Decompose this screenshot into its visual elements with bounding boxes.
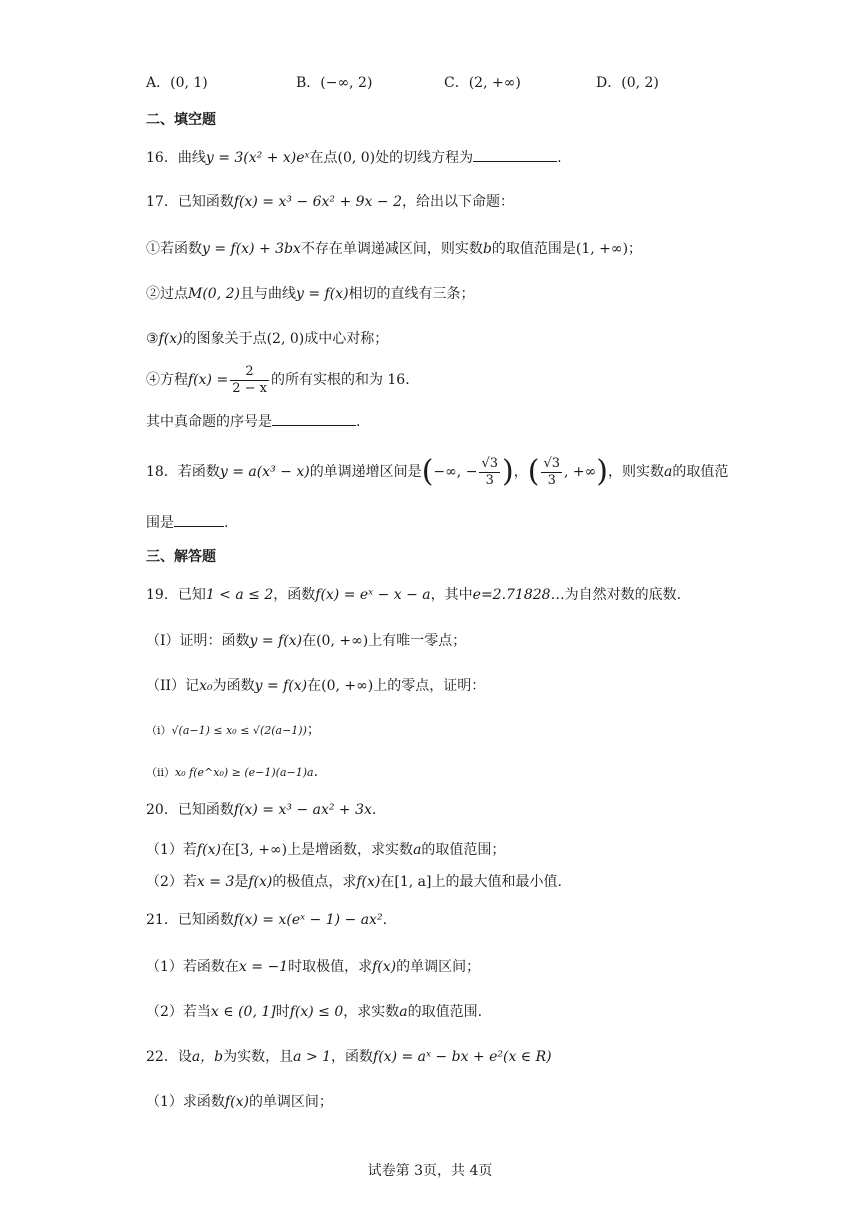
question-18-line-2: 围是 . (146, 512, 228, 533)
question-22-part-1: （1）求函数f(x)的单调区间； (146, 1094, 333, 1110)
question-19-part-1: （I）证明：函数y = f(x)在(0, +∞)上有唯一零点； (146, 633, 467, 649)
question-17-proposition-2: ②过点M(0, 2)且与曲线y = f(x)相切的直线有三条； (146, 286, 475, 302)
question-21-part-1: （1）若函数在x = −1时取极值，求f(x)的单调区间； (146, 959, 481, 975)
question-19-part-2-i: （i）√(a−1) ≤ x₀ ≤ √(2(a−1))； (146, 722, 321, 738)
answer-blank (473, 147, 557, 162)
option-b: B．(−∞, 2) (296, 75, 373, 91)
fraction: $\frac{√3}{3}$ (481, 455, 498, 488)
page-footer: 试卷第 3页，共 4页 (367, 1163, 493, 1179)
question-17-ask: 其中真命题的序号是 . (146, 411, 360, 432)
section-heading-solutions: 三、解答题 (146, 549, 216, 565)
question-21-part-2: （2）若当x ∈ (0, 1]时f(x) ≤ 0，求实数a的取值范围. (146, 1004, 483, 1020)
question-19-part-2: （II）记x₀为函数y = f(x)在(0, +∞)上的零点，证明： (146, 678, 486, 694)
question-21-intro: 21．已知函数f(x) = x(eˣ − 1) − ax². (146, 912, 388, 928)
question-16: 16．曲线y = 3(x² + x)eˣ在点(0, 0)处的切线方程为 . (146, 147, 562, 168)
fraction: $\frac{2}{2 - x}$ (232, 363, 267, 396)
question-19-part-2-ii: （ii）x₀ f(e^x₀) ≥ (e−1)(a−1)a. (146, 764, 319, 780)
answer-blank (174, 512, 224, 527)
question-20-intro: 20．已知函数f(x) = x³ − ax² + 3x. (146, 802, 377, 818)
question-22-intro: 22．设a，b为实数，且a > 1，函数f(x) = aˣ − bx + e²(x ∈ R) (146, 1049, 552, 1065)
question-17-proposition-4: ④方程f(x) = $\frac{2}{2 - x}$ 的所有实根的和为 16. (146, 363, 410, 396)
question-18-line-1: 18．若函数y = a(x³ − x)的单调递增区间是(−∞, − $\frac{√3}{3}$ )，( $\frac{√3}{3}$ , +∞)，则实数a的取值范 (146, 454, 729, 489)
section-heading-fill-in: 二、填空题 (146, 112, 216, 128)
question-17-intro: 17．已知函数f(x) = x³ − 6x² + 9x − 2，给出以下命题： (146, 194, 514, 210)
option-d: D．(0, 2) (596, 75, 659, 91)
fraction: $\frac{√3}{3}$ (543, 455, 560, 488)
question-17-proposition-3: ③f(x)的图象关于点(2, 0)成中心对称； (146, 331, 389, 347)
question-19-intro: 19．已知1 < a ≤ 2，函数f(x) = eˣ − x − a，其中e=2.71828…为自然对数的底数. (146, 587, 682, 603)
question-20-part-2: （2）若x = 3是f(x)的极值点，求f(x)在[1, a]上的最大值和最小值. (146, 874, 562, 890)
question-17-proposition-1: ①若函数y = f(x) + 3bx不存在单调递减区间，则实数b的取值范围是(1, +∞)； (146, 241, 643, 257)
option-c: C．(2, +∞) (444, 75, 521, 91)
answer-blank (272, 411, 356, 426)
question-20-part-1: （1）若f(x)在[3, +∞)上是增函数，求实数a的取值范围； (146, 842, 506, 858)
option-a: A．(0, 1) (146, 75, 208, 91)
